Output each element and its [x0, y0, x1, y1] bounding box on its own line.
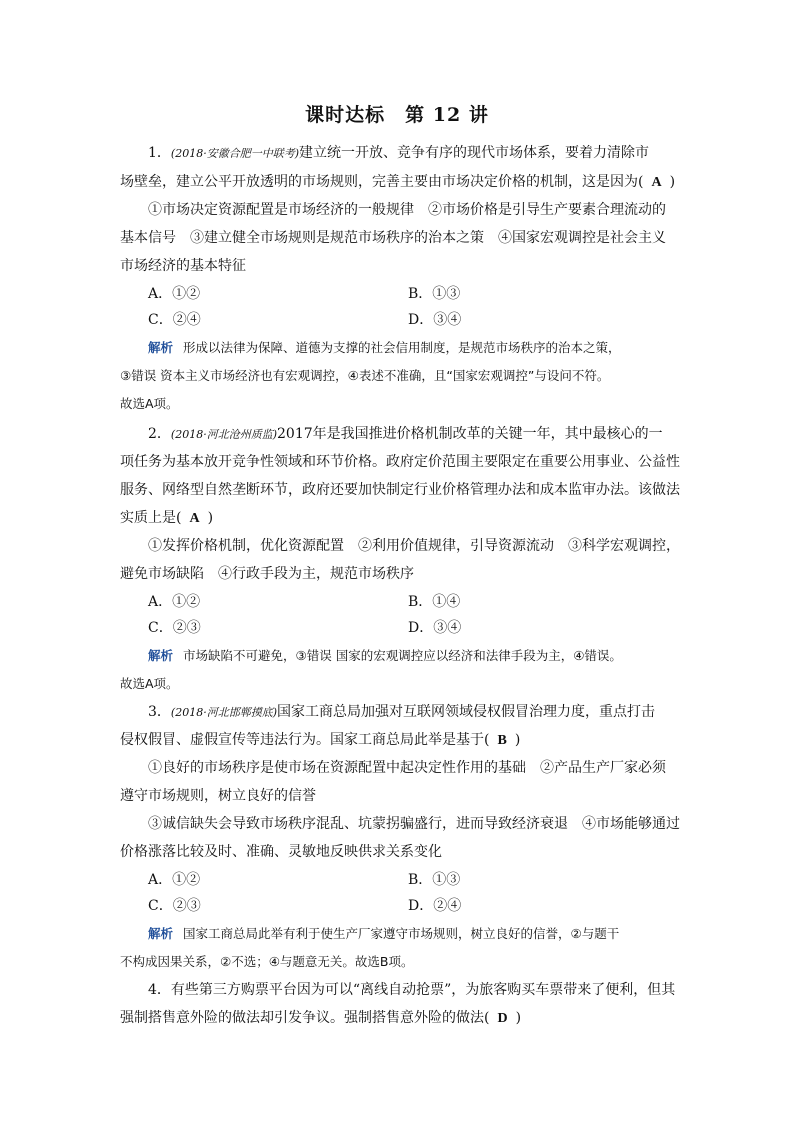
- q2-item-line-1: ①发挥价格机制，优化资源配置 ②利用价值规律，引导资源流动 ③科学宏观调控，: [148, 538, 680, 554]
- q1-stem-line-1: [148, 143, 708, 164]
- q2-stem-line-1: [148, 424, 708, 445]
- q1-analysis-line-3: 故选A项。: [120, 396, 179, 411]
- q3-source: (2018·河北邯郸摸底): [170, 706, 277, 719]
- q1-option-c: C．②④: [148, 312, 201, 328]
- q1-option-d: D．③④: [408, 312, 462, 328]
- q1-stem-text-2: 场壁垒，建立公平开放透明的市场规则，完善主要由市场决定价格的机制，这是因为(: [120, 174, 644, 190]
- q3-number: 3．: [148, 704, 171, 720]
- q2-analysis-line-2: 故选A项。: [120, 676, 179, 691]
- q3-item-line-2: 遵守市场规则，树立良好的信誉: [120, 788, 316, 804]
- q2-option-a: A．①②: [148, 594, 201, 610]
- q3-analysis-text-1: 国家工商总局此举有利于使生产厂家遵守市场规则，树立良好的信誉，②与题干: [183, 926, 620, 941]
- q1-analysis-line-2: ③错误 资本主义市场经济也有宏观调控，④表述不准确，且“国家宏观调控”与设问不符。: [120, 368, 610, 383]
- q3-stem-line-1: [148, 702, 708, 723]
- q4-close-paren: ): [515, 1010, 522, 1026]
- q4-stem-text-2: 强制搭售意外险的做法却引发争议。强制搭售意外险的做法(: [120, 1010, 490, 1026]
- q2-stem-text-1: 2017年是我国推进价格机制改革的关键一年，其中最核心的一: [277, 426, 663, 442]
- q2-option-d: D．③④: [408, 620, 462, 636]
- q3-stem-text-2: 侵权假冒、虚假宣传等违法行为。国家工商总局此举是基于(: [120, 732, 490, 748]
- q4-answer: D: [497, 1011, 508, 1026]
- q3-stem-line-2: [120, 730, 680, 751]
- q3-option-b: B．①③: [408, 872, 461, 888]
- q2-stem-text-4: 实质上是(: [120, 510, 182, 526]
- q2-stem-line-2: 项任务为基本放开竞争性领域和环节价格。政府定价范围主要限定在重要公用事业、公益性: [120, 454, 680, 470]
- q3-stem-text-1: 国家工商总局加强对互联网领域侵权假冒治理力度，重点打击: [277, 704, 655, 720]
- q3-item-line-1: ①良好的市场秩序是使市场在资源配置中起决定性作用的基础 ②产品生产厂家必须: [148, 760, 666, 776]
- q3-option-d: D．②④: [408, 898, 462, 914]
- q3-option-c: C．②③: [148, 898, 201, 914]
- q1-item-line-1: ①市场决定资源配置是市场经济的一般规律 ②市场价格是引导生产要素合理流动的: [148, 202, 666, 218]
- q4-stem-line-2: [120, 1008, 680, 1029]
- q1-number: 1．: [148, 145, 171, 161]
- q2-analysis-text-1: 市场缺陷不可避免，③错误 国家的宏观调控应以经济和法律手段为主，④错误。: [183, 648, 622, 663]
- q2-stem-line-3: 服务、网络型自然垄断环节，政府还要加快制定行业价格管理办法和成本监审办法。该做法: [120, 482, 680, 498]
- q4-number: 4．: [148, 982, 171, 998]
- q3-item-line-3: ③诚信缺失会导致市场秩序混乱、坑蒙拐骗盛行，进而导致经济衰退 ④市场能够通过: [148, 816, 680, 832]
- q2-analysis-label: 解析: [148, 648, 174, 663]
- q2-option-b: B．①④: [408, 594, 461, 610]
- q3-close-paren: ): [514, 732, 521, 748]
- q1-option-b: B．①③: [408, 286, 461, 302]
- q2-analysis-line-1: [148, 646, 708, 666]
- q1-analysis-label: 解析: [148, 340, 174, 355]
- page-title: 课时达标 第 12 讲: [305, 104, 489, 126]
- q1-analysis-text-1: 形成以法律为保障、道德为支撑的社会信用制度，是规范市场秩序的治本之策，: [183, 340, 621, 355]
- q1-stem-line-2: [120, 172, 680, 193]
- q1-source: (2018·安徽合肥一中联考): [170, 147, 299, 160]
- q3-option-a: A．①②: [148, 872, 201, 888]
- q4-stem-text-1: 有些第三方购票平台因为可以“离线自动抢票”，为旅客购买车票带来了便利，但其: [170, 982, 676, 998]
- q1-answer: A: [651, 175, 662, 190]
- q3-analysis-line-1: [148, 924, 708, 944]
- q1-close-paren: ): [669, 174, 676, 190]
- q1-analysis-line-1: [148, 338, 708, 358]
- q3-analysis-line-2: 不构成因果关系，②不选；④与题意无关。故选B项。: [120, 954, 414, 969]
- q1-item-line-3: 市场经济的基本特征: [120, 258, 246, 274]
- q4-stem-line-1: [148, 980, 708, 1000]
- q2-item-line-2: 避免市场缺陷 ④行政手段为主，规范市场秩序: [120, 566, 414, 582]
- q3-analysis-label: 解析: [148, 926, 174, 941]
- q3-answer: B: [497, 733, 507, 748]
- q1-option-a: A．①②: [148, 286, 201, 302]
- q2-stem-line-4: [120, 508, 680, 529]
- q2-answer: A: [189, 511, 200, 526]
- q2-number: 2．: [148, 426, 171, 442]
- q1-stem-text-1: 建立统一开放、竞争有序的现代市场体系，要着力清除市: [299, 145, 649, 161]
- q2-option-c: C．②③: [148, 620, 201, 636]
- q2-close-paren: ): [207, 510, 214, 526]
- q3-item-line-4: 价格涨落比较及时、准确、灵敏地反映供求关系变化: [120, 844, 442, 860]
- q1-item-line-2: 基本信号 ③建立健全市场规则是规范市场秩序的治本之策 ④国家宏观调控是社会主义: [120, 230, 666, 246]
- q2-source: (2018·河北沧州质监): [170, 428, 277, 441]
